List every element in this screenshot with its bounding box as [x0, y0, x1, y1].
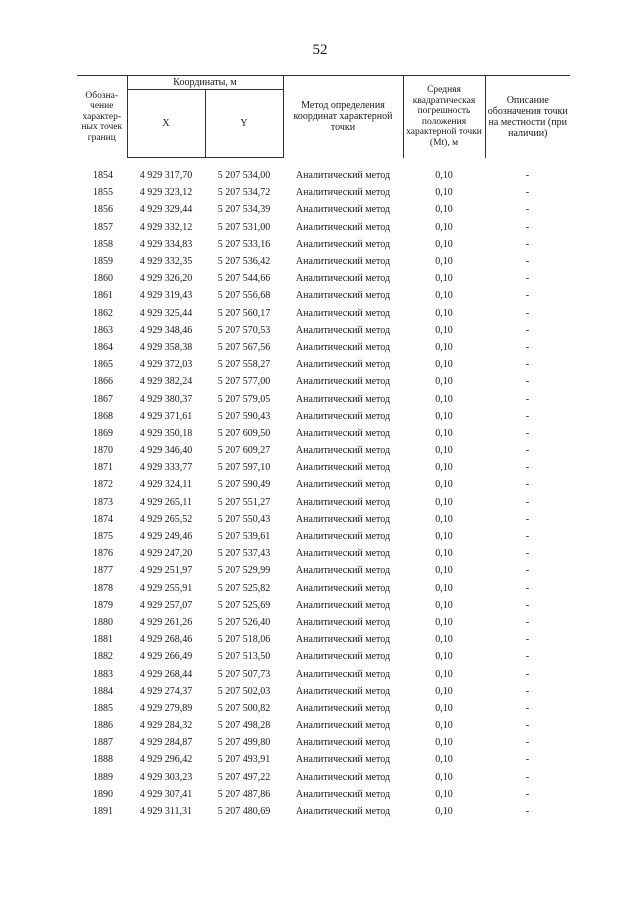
cell-method: Аналитический метод: [295, 668, 391, 680]
table-row: [77, 734, 570, 751]
cell-description: -: [525, 307, 530, 319]
table-spacer: [77, 158, 570, 168]
cell-error: 0,10: [435, 187, 453, 199]
cell-coord-y: 5 207 534,39: [217, 204, 271, 216]
cell-coord-y: 5 207 531,00: [217, 221, 271, 233]
cell-coord-x: 4 929 371,61: [139, 410, 193, 422]
cell-method: Аналитический метод: [295, 513, 391, 525]
cell-description: -: [525, 599, 530, 611]
cell-coord-x: 4 929 296,42: [139, 754, 193, 766]
cell-error: 0,10: [435, 427, 453, 439]
cell-coord-y: 5 207 550,43: [217, 513, 271, 525]
cell-coord-x: 4 929 333,77: [139, 462, 193, 474]
cell-point-id: 1886: [93, 720, 113, 732]
cell-coord-y: 5 207 502,03: [217, 685, 271, 697]
cell-coord-y: 5 207 480,69: [217, 806, 271, 818]
cell-description: -: [525, 496, 530, 508]
cell-method: Аналитический метод: [295, 341, 391, 353]
cell-point-id: 1879: [93, 599, 113, 611]
cell-error: 0,10: [435, 634, 453, 646]
table-row: [77, 665, 570, 682]
cell-error: 0,10: [435, 273, 453, 285]
cell-method: Аналитический метод: [295, 307, 391, 319]
cell-coord-y: 5 207 493,91: [217, 754, 271, 766]
table-row: [77, 356, 570, 373]
cell-description: -: [525, 582, 530, 594]
cell-coord-y: 5 207 556,68: [217, 290, 271, 302]
cell-description: -: [525, 737, 530, 749]
cell-coord-y: 5 207 526,40: [217, 616, 271, 628]
table-row: [77, 614, 570, 631]
cell-error: 0,10: [435, 788, 453, 800]
cell-coord-x: 4 929 266,49: [139, 651, 193, 663]
cell-coord-x: 4 929 334,83: [139, 238, 193, 250]
cell-point-id: 1874: [93, 513, 113, 525]
table-row: [77, 717, 570, 734]
cell-coord-x: 4 929 326,20: [139, 273, 193, 285]
cell-method: Аналитический метод: [295, 427, 391, 439]
cell-method: Аналитический метод: [295, 221, 391, 233]
cell-method: Аналитический метод: [295, 582, 391, 594]
header-y: Y: [205, 90, 283, 158]
table-row: [77, 528, 570, 545]
cell-method: Аналитический метод: [295, 685, 391, 697]
cell-error: 0,10: [435, 685, 453, 697]
cell-point-id: 1891: [93, 806, 113, 818]
cell-error: 0,10: [435, 341, 453, 353]
header-coordinates: Координаты, м: [127, 76, 283, 90]
cell-error: 0,10: [435, 290, 453, 302]
cell-description: -: [525, 462, 530, 474]
cell-coord-y: 5 207 534,72: [217, 187, 271, 199]
cell-coord-y: 5 207 567,56: [217, 341, 271, 353]
cell-coord-x: 4 929 255,91: [139, 582, 193, 594]
table-row: [77, 786, 570, 803]
table-row: [77, 580, 570, 597]
cell-point-id: 1859: [93, 256, 113, 268]
table-row: [77, 390, 570, 407]
cell-point-id: 1868: [93, 410, 113, 422]
cell-point-id: 1875: [93, 531, 113, 543]
cell-method: Аналитический метод: [295, 324, 391, 336]
cell-coord-x: 4 929 380,37: [139, 393, 193, 405]
cell-method: Аналитический метод: [295, 754, 391, 766]
cell-coord-y: 5 207 507,73: [217, 668, 271, 680]
cell-description: -: [525, 376, 530, 388]
cell-description: -: [525, 341, 530, 353]
cell-description: -: [525, 513, 530, 525]
cell-method: Аналитический метод: [295, 462, 391, 474]
cell-description: -: [525, 359, 530, 371]
cell-point-id: 1872: [93, 479, 113, 491]
cell-point-id: 1856: [93, 204, 113, 216]
cell-description: -: [525, 445, 530, 457]
cell-point-id: 1882: [93, 651, 113, 663]
cell-description: -: [525, 651, 530, 663]
table-row: [77, 648, 570, 665]
cell-coord-y: 5 207 577,00: [217, 376, 271, 388]
cell-coord-y: 5 207 560,17: [217, 307, 271, 319]
cell-method: Аналитический метод: [295, 445, 391, 457]
cell-description: -: [525, 720, 530, 732]
cell-coord-y: 5 207 558,27: [217, 359, 271, 371]
cell-description: -: [525, 204, 530, 216]
cell-coord-y: 5 207 539,61: [217, 531, 271, 543]
table-row: [77, 408, 570, 425]
cell-coord-y: 5 207 590,43: [217, 410, 271, 422]
cell-point-id: 1854: [93, 170, 113, 182]
cell-description: -: [525, 634, 530, 646]
cell-point-id: 1855: [93, 187, 113, 199]
cell-coord-x: 4 929 257,07: [139, 599, 193, 611]
cell-error: 0,10: [435, 651, 453, 663]
cell-coord-x: 4 929 307,41: [139, 788, 193, 800]
cell-error: 0,10: [435, 256, 453, 268]
cell-description: -: [525, 238, 530, 250]
cell-description: -: [525, 548, 530, 560]
table-row: [77, 476, 570, 493]
cell-error: 0,10: [435, 616, 453, 628]
cell-error: 0,10: [435, 565, 453, 577]
cell-method: Аналитический метод: [295, 565, 391, 577]
cell-coord-y: 5 207 570,53: [217, 324, 271, 336]
cell-description: -: [525, 273, 530, 285]
header-x: X: [127, 90, 205, 158]
table-row: [77, 425, 570, 442]
cell-point-id: 1880: [93, 616, 113, 628]
cell-point-id: 1866: [93, 376, 113, 388]
cell-method: Аналитический метод: [295, 616, 391, 628]
cell-coord-y: 5 207 579,05: [217, 393, 271, 405]
table-row: [77, 769, 570, 786]
cell-method: Аналитический метод: [295, 548, 391, 560]
cell-coord-x: 4 929 332,35: [139, 256, 193, 268]
cell-error: 0,10: [435, 479, 453, 491]
cell-coord-x: 4 929 329,44: [139, 204, 193, 216]
cell-description: -: [525, 668, 530, 680]
cell-coord-x: 4 929 317,70: [139, 170, 193, 182]
cell-coord-y: 5 207 525,69: [217, 599, 271, 611]
cell-point-id: 1873: [93, 496, 113, 508]
cell-error: 0,10: [435, 410, 453, 422]
cell-method: Аналитический метод: [295, 771, 391, 783]
cell-coord-y: 5 207 500,82: [217, 702, 271, 714]
cell-method: Аналитический метод: [295, 273, 391, 285]
table-row: [77, 236, 570, 253]
cell-point-id: 1890: [93, 788, 113, 800]
table-row: [77, 683, 570, 700]
cell-method: Аналитический метод: [295, 238, 391, 250]
cell-coord-x: 4 929 372,03: [139, 359, 193, 371]
cell-coord-y: 5 207 529,99: [217, 565, 271, 577]
table-row: [77, 562, 570, 579]
cell-point-id: 1887: [93, 737, 113, 749]
cell-point-id: 1871: [93, 462, 113, 474]
cell-point-id: 1858: [93, 238, 113, 250]
cell-error: 0,10: [435, 513, 453, 525]
cell-point-id: 1878: [93, 582, 113, 594]
table-row: [77, 494, 570, 511]
table-body: [77, 158, 570, 821]
cell-coord-x: 4 929 284,87: [139, 737, 193, 749]
cell-point-id: 1857: [93, 221, 113, 233]
cell-point-id: 1888: [93, 754, 113, 766]
cell-method: Аналитический метод: [295, 376, 391, 388]
cell-coord-y: 5 207 609,27: [217, 445, 271, 457]
cell-point-id: 1881: [93, 634, 113, 646]
cell-point-id: 1877: [93, 565, 113, 577]
table-row: [77, 545, 570, 562]
cell-description: -: [525, 788, 530, 800]
cell-coord-x: 4 929 348,46: [139, 324, 193, 336]
cell-error: 0,10: [435, 462, 453, 474]
cell-coord-x: 4 929 325,44: [139, 307, 193, 319]
table-row: [77, 253, 570, 270]
cell-description: -: [525, 702, 530, 714]
cell-description: -: [525, 393, 530, 405]
table-row: [77, 597, 570, 614]
cell-error: 0,10: [435, 806, 453, 818]
cell-point-id: 1862: [93, 307, 113, 319]
table-row: [77, 511, 570, 528]
cell-coord-x: 4 929 358,38: [139, 341, 193, 353]
cell-error: 0,10: [435, 238, 453, 250]
cell-error: 0,10: [435, 531, 453, 543]
cell-description: -: [525, 187, 530, 199]
cell-coord-y: 5 207 533,16: [217, 238, 271, 250]
cell-error: 0,10: [435, 754, 453, 766]
cell-point-id: 1867: [93, 393, 113, 405]
cell-error: 0,10: [435, 204, 453, 216]
cell-description: -: [525, 170, 530, 182]
cell-method: Аналитический метод: [295, 702, 391, 714]
cell-coord-x: 4 929 268,46: [139, 634, 193, 646]
cell-description: -: [525, 427, 530, 439]
cell-method: Аналитический метод: [295, 496, 391, 508]
cell-error: 0,10: [435, 582, 453, 594]
cell-point-id: 1885: [93, 702, 113, 714]
cell-coord-y: 5 207 487,86: [217, 788, 271, 800]
cell-method: Аналитический метод: [295, 256, 391, 268]
cell-coord-x: 4 929 268,44: [139, 668, 193, 680]
cell-coord-y: 5 207 499,80: [217, 737, 271, 749]
cell-coord-x: 4 929 251,97: [139, 565, 193, 577]
table-row: [77, 373, 570, 390]
cell-error: 0,10: [435, 221, 453, 233]
cell-description: -: [525, 685, 530, 697]
cell-point-id: 1889: [93, 771, 113, 783]
cell-method: Аналитический метод: [295, 187, 391, 199]
cell-error: 0,10: [435, 737, 453, 749]
table-row: [77, 184, 570, 201]
cell-description: -: [525, 771, 530, 783]
cell-method: Аналитический метод: [295, 806, 391, 818]
cell-coord-y: 5 207 534,00: [217, 170, 271, 182]
cell-error: 0,10: [435, 445, 453, 457]
cell-coord-x: 4 929 274,37: [139, 685, 193, 697]
cell-method: Аналитический метод: [295, 737, 391, 749]
cell-point-id: 1860: [93, 273, 113, 285]
cell-method: Аналитический метод: [295, 788, 391, 800]
cell-description: -: [525, 290, 530, 302]
cell-coord-y: 5 207 497,22: [217, 771, 271, 783]
table-row: [77, 751, 570, 768]
cell-coord-x: 4 929 247,20: [139, 548, 193, 560]
cell-error: 0,10: [435, 393, 453, 405]
header-method: Метод определения координат характерной точки: [283, 76, 403, 158]
table-row: [77, 201, 570, 218]
table-header: [77, 76, 570, 158]
header-description: Описание обозначения точки на местности (при наличии): [485, 76, 570, 158]
table-row: [77, 803, 570, 820]
cell-method: Аналитический метод: [295, 479, 391, 491]
table-row: [77, 305, 570, 322]
cell-description: -: [525, 221, 530, 233]
table-row: [77, 219, 570, 236]
cell-method: Аналитический метод: [295, 359, 391, 371]
cell-coord-y: 5 207 609,50: [217, 427, 271, 439]
cell-coord-x: 4 929 323,12: [139, 187, 193, 199]
cell-description: -: [525, 479, 530, 491]
cell-point-id: 1883: [93, 668, 113, 680]
cell-coord-x: 4 929 346,40: [139, 445, 193, 457]
table-row: [77, 167, 570, 184]
cell-coord-y: 5 207 551,27: [217, 496, 271, 508]
cell-coord-x: 4 929 284,32: [139, 720, 193, 732]
cell-coord-x: 4 929 319,43: [139, 290, 193, 302]
cell-error: 0,10: [435, 702, 453, 714]
cell-description: -: [525, 324, 530, 336]
table-row: [77, 631, 570, 648]
cell-error: 0,10: [435, 324, 453, 336]
cell-coord-x: 4 929 332,12: [139, 221, 193, 233]
cell-error: 0,10: [435, 771, 453, 783]
cell-error: 0,10: [435, 668, 453, 680]
cell-coord-y: 5 207 525,82: [217, 582, 271, 594]
cell-error: 0,10: [435, 307, 453, 319]
cell-point-id: 1863: [93, 324, 113, 336]
cell-method: Аналитический метод: [295, 634, 391, 646]
cell-description: -: [525, 565, 530, 577]
table-row: [77, 270, 570, 287]
cell-method: Аналитический метод: [295, 651, 391, 663]
cell-coord-x: 4 929 265,52: [139, 513, 193, 525]
cell-coord-y: 5 207 513,50: [217, 651, 271, 663]
cell-point-id: 1861: [93, 290, 113, 302]
cell-coord-x: 4 929 324,11: [139, 479, 193, 491]
cell-description: -: [525, 754, 530, 766]
table-row: [77, 459, 570, 476]
cell-method: Аналитический метод: [295, 410, 391, 422]
cell-coord-x: 4 929 311,31: [139, 806, 193, 818]
cell-coord-y: 5 207 537,43: [217, 548, 271, 560]
cell-error: 0,10: [435, 170, 453, 182]
cell-error: 0,10: [435, 359, 453, 371]
cell-coord-x: 4 929 382,24: [139, 376, 193, 388]
cell-point-id: 1865: [93, 359, 113, 371]
cell-error: 0,10: [435, 548, 453, 560]
cell-error: 0,10: [435, 599, 453, 611]
cell-method: Аналитический метод: [295, 393, 391, 405]
cell-description: -: [525, 410, 530, 422]
cell-coord-y: 5 207 597,10: [217, 462, 271, 474]
cell-coord-y: 5 207 544,66: [217, 273, 271, 285]
cell-coord-x: 4 929 303,23: [139, 771, 193, 783]
cell-point-id: 1869: [93, 427, 113, 439]
cell-error: 0,10: [435, 720, 453, 732]
cell-error: 0,10: [435, 376, 453, 388]
cell-description: -: [525, 806, 530, 818]
cell-coord-y: 5 207 518,06: [217, 634, 271, 646]
table-row: [77, 322, 570, 339]
cell-method: Аналитический метод: [295, 599, 391, 611]
cell-point-id: 1876: [93, 548, 113, 560]
cell-point-id: 1870: [93, 445, 113, 457]
cell-coord-x: 4 929 249,46: [139, 531, 193, 543]
cell-point-id: 1864: [93, 341, 113, 353]
cell-description: -: [525, 616, 530, 628]
header-point: Обозна- чение характер- ных точек границ: [77, 76, 127, 158]
table-row: [77, 339, 570, 356]
cell-coord-x: 4 929 279,89: [139, 702, 193, 714]
cell-description: -: [525, 531, 530, 543]
cell-method: Аналитический метод: [295, 170, 391, 182]
cell-coord-x: 4 929 265,11: [139, 496, 193, 508]
cell-method: Аналитический метод: [295, 720, 391, 732]
cell-error: 0,10: [435, 496, 453, 508]
cell-coord-y: 5 207 498,28: [217, 720, 271, 732]
cell-coord-x: 4 929 261,26: [139, 616, 193, 628]
cell-description: -: [525, 256, 530, 268]
cell-point-id: 1884: [93, 685, 113, 697]
cell-coord-y: 5 207 536,42: [217, 256, 271, 268]
cell-coord-x: 4 929 350,18: [139, 427, 193, 439]
cell-method: Аналитический метод: [295, 531, 391, 543]
cell-method: Аналитический метод: [295, 204, 391, 216]
table-row: [77, 700, 570, 717]
table-row: [77, 287, 570, 304]
cell-coord-y: 5 207 590,49: [217, 479, 271, 491]
cell-method: Аналитический метод: [295, 290, 391, 302]
page-number: 52: [312, 42, 328, 58]
coordinates-table: [77, 75, 570, 820]
header-error: Средняя квадратическая погрешность положения характерной точки (Mt), м: [403, 76, 485, 158]
table-row: [77, 442, 570, 459]
